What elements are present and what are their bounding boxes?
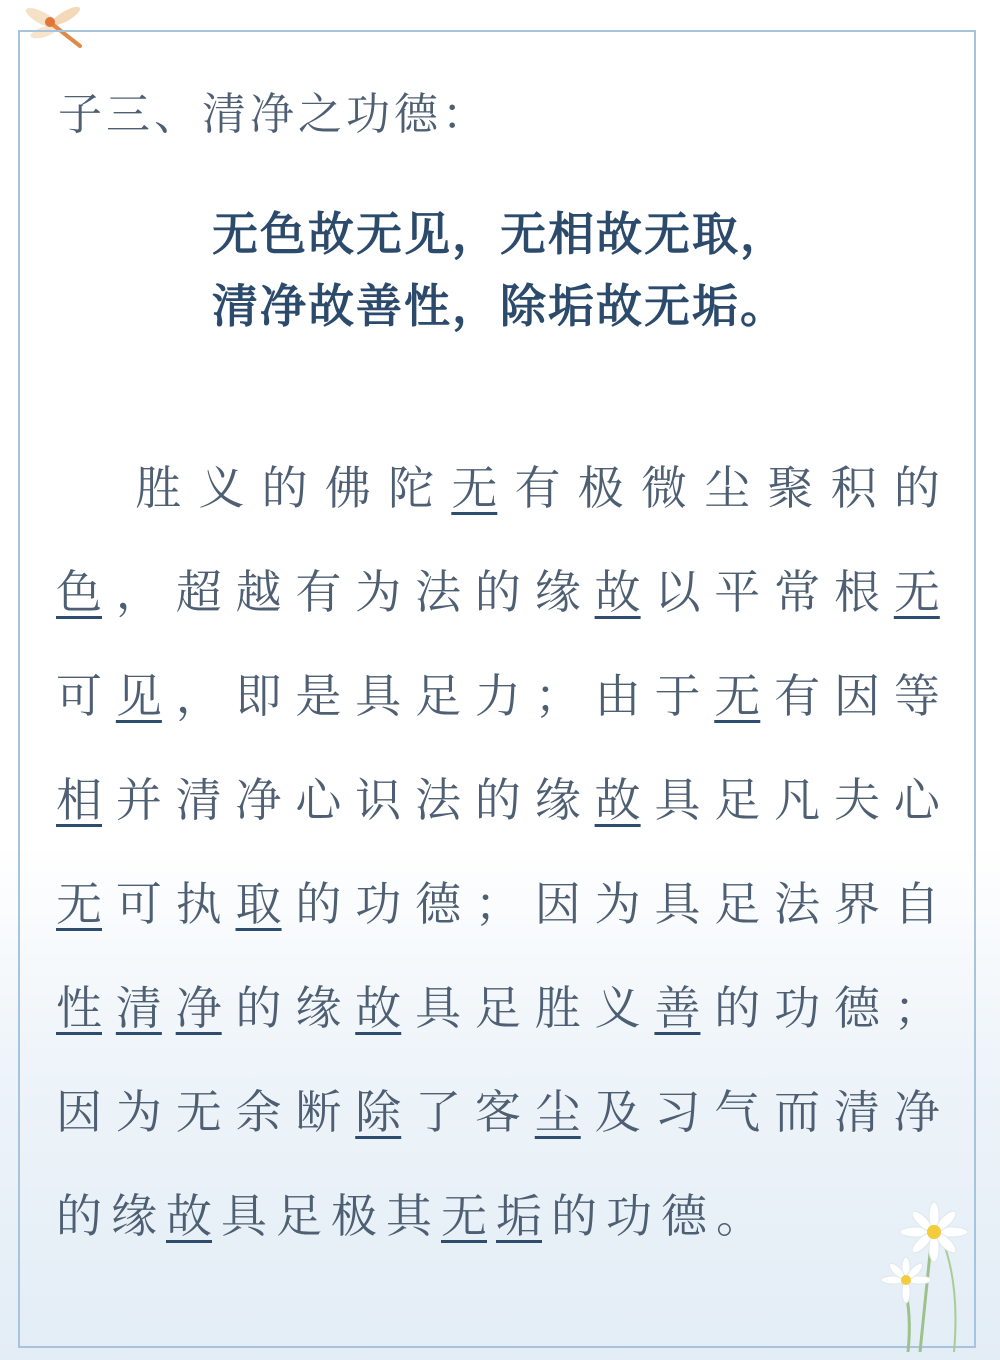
underlined-char: 见 bbox=[115, 669, 162, 723]
text-char: 具 bbox=[355, 669, 402, 723]
text-char: 德 bbox=[833, 981, 880, 1035]
text-char: 聚 bbox=[767, 461, 814, 515]
text-char: 法 bbox=[415, 565, 462, 619]
underlined-char: 故 bbox=[594, 773, 641, 827]
paragraph-line bbox=[56, 540, 940, 644]
text-char: 的 bbox=[714, 981, 761, 1035]
underlined-char: 清 bbox=[115, 981, 162, 1035]
text-char: 缘 bbox=[534, 565, 581, 619]
text-char: 具 bbox=[415, 981, 462, 1035]
text-char: 为 bbox=[594, 877, 641, 931]
paragraph-line bbox=[56, 644, 940, 748]
text-char: 平 bbox=[714, 565, 761, 619]
text-char: 自 bbox=[893, 877, 940, 931]
text-char: 具 bbox=[221, 1189, 267, 1243]
text-char: 陀 bbox=[388, 461, 435, 515]
paragraph-line bbox=[56, 956, 940, 1060]
text-char: 执 bbox=[175, 877, 222, 931]
text-char: 及 bbox=[594, 1085, 641, 1139]
text-char: ； bbox=[474, 877, 521, 931]
paragraph-line bbox=[56, 1164, 940, 1268]
text-char: 极 bbox=[577, 461, 624, 515]
underlined-char: 除 bbox=[355, 1085, 402, 1139]
text-char: 即 bbox=[235, 669, 282, 723]
text-char: 余 bbox=[235, 1085, 282, 1139]
text-char: 具 bbox=[654, 877, 701, 931]
text-char: 习 bbox=[654, 1085, 701, 1139]
text-char: ； bbox=[534, 669, 581, 723]
text-char: 法 bbox=[774, 877, 821, 931]
text-char: 义 bbox=[198, 461, 245, 515]
text-char: 功 bbox=[774, 981, 821, 1035]
underlined-char: 无 bbox=[441, 1189, 487, 1243]
text-char: 具 bbox=[654, 773, 701, 827]
text-char: 了 bbox=[415, 1085, 462, 1139]
text-char: 因 bbox=[56, 1085, 102, 1139]
text-char: 是 bbox=[295, 669, 342, 723]
text-char: 清 bbox=[175, 773, 222, 827]
text-char: 气 bbox=[714, 1085, 761, 1139]
text-char: 德 bbox=[661, 1189, 707, 1243]
text-char: 有 bbox=[295, 565, 342, 619]
text-char: 无 bbox=[175, 1085, 222, 1139]
underlined-char: 相 bbox=[56, 773, 102, 827]
text-char: 的 bbox=[56, 1189, 102, 1243]
text-char: 其 bbox=[386, 1189, 432, 1243]
paragraph-line bbox=[56, 748, 940, 852]
text-char: 德 bbox=[415, 877, 462, 931]
text-char: ， bbox=[175, 669, 222, 723]
text-char: 足 bbox=[474, 981, 521, 1035]
text-char: 法 bbox=[415, 773, 462, 827]
text-char: 尘 bbox=[704, 461, 751, 515]
underlined-char: 无 bbox=[714, 669, 761, 723]
text-char: 以 bbox=[654, 565, 701, 619]
text-char: 缘 bbox=[534, 773, 581, 827]
text-char: 胜 bbox=[135, 461, 182, 515]
text-char: 胜 bbox=[534, 981, 581, 1035]
paragraph-indent bbox=[56, 436, 118, 540]
text-char: 由 bbox=[594, 669, 641, 723]
text-char: 的 bbox=[474, 773, 521, 827]
text-char: 的 bbox=[893, 461, 940, 515]
text-char: 足 bbox=[415, 669, 462, 723]
text-char: 义 bbox=[594, 981, 641, 1035]
text-char: 心 bbox=[893, 773, 940, 827]
text-char: 断 bbox=[295, 1085, 342, 1139]
text-char: 为 bbox=[115, 1085, 162, 1139]
text-char: 足 bbox=[714, 773, 761, 827]
text-char: 并 bbox=[115, 773, 162, 827]
text-char: 为 bbox=[355, 565, 402, 619]
text-char: 足 bbox=[714, 877, 761, 931]
text-char: 。 bbox=[716, 1189, 762, 1243]
text-char: 识 bbox=[355, 773, 402, 827]
text-char: 清 bbox=[833, 1085, 880, 1139]
underlined-char: 净 bbox=[175, 981, 222, 1035]
text-char: 的 bbox=[474, 565, 521, 619]
underlined-char: 善 bbox=[654, 981, 701, 1035]
underlined-char: 故 bbox=[594, 565, 641, 619]
underlined-char: 无 bbox=[56, 877, 102, 931]
verse-block bbox=[0, 198, 1000, 342]
section-title: 子三、清净之功德： bbox=[58, 89, 490, 140]
text-char: 净 bbox=[893, 1085, 940, 1139]
underlined-char: 无 bbox=[451, 461, 498, 515]
text-char: 功 bbox=[355, 877, 402, 931]
verse-line: 无色故无见，无相故无取， bbox=[212, 207, 788, 261]
text-char: 可 bbox=[115, 877, 162, 931]
text-char: 客 bbox=[474, 1085, 521, 1139]
text-char: 因 bbox=[534, 877, 581, 931]
text-char: 力 bbox=[474, 669, 521, 723]
paragraph-line bbox=[56, 436, 940, 540]
text-char: 于 bbox=[654, 669, 701, 723]
underlined-char: 取 bbox=[235, 877, 282, 931]
text-char: 等 bbox=[893, 669, 940, 723]
text-char: 界 bbox=[833, 877, 880, 931]
underlined-char: 性 bbox=[56, 981, 102, 1035]
text-char: 而 bbox=[774, 1085, 821, 1139]
text-char: 的 bbox=[551, 1189, 597, 1243]
daisy-flowers-icon bbox=[862, 1184, 992, 1354]
text-char: 夫 bbox=[833, 773, 880, 827]
text-char: 有 bbox=[514, 461, 561, 515]
paragraph-line bbox=[56, 852, 940, 956]
text-char: 积 bbox=[830, 461, 877, 515]
paragraph-line bbox=[56, 1060, 940, 1164]
text-char: 缘 bbox=[295, 981, 342, 1035]
text-char: ， bbox=[115, 565, 162, 619]
verse-line: 清净故善性，除垢故无垢。 bbox=[212, 279, 788, 333]
underlined-char: 故 bbox=[166, 1189, 212, 1243]
text-char: 根 bbox=[833, 565, 880, 619]
text-char: 功 bbox=[606, 1189, 652, 1243]
underlined-char: 无 bbox=[893, 565, 940, 619]
text-char: 可 bbox=[56, 669, 102, 723]
text-char: 因 bbox=[833, 669, 880, 723]
text-char: 的 bbox=[261, 461, 308, 515]
text-char: 心 bbox=[295, 773, 342, 827]
text-char: 凡 bbox=[774, 773, 821, 827]
text-char: ； bbox=[893, 981, 940, 1035]
text-char: 越 bbox=[235, 565, 282, 619]
text-char: 常 bbox=[774, 565, 821, 619]
underlined-char: 尘 bbox=[534, 1085, 581, 1139]
underlined-char: 故 bbox=[355, 981, 402, 1035]
text-char: 的 bbox=[235, 981, 282, 1035]
text-char: 的 bbox=[295, 877, 342, 931]
text-char: 缘 bbox=[111, 1189, 157, 1243]
text-char: 微 bbox=[640, 461, 687, 515]
text-char: 佛 bbox=[324, 461, 371, 515]
underlined-char: 垢 bbox=[496, 1189, 542, 1243]
text-char: 净 bbox=[235, 773, 282, 827]
commentary-paragraph bbox=[56, 436, 940, 1268]
underlined-char: 色 bbox=[56, 565, 102, 619]
text-char: 足 bbox=[276, 1189, 322, 1243]
text-char: 超 bbox=[175, 565, 222, 619]
text-char: 有 bbox=[774, 669, 821, 723]
text-char: 极 bbox=[331, 1189, 377, 1243]
